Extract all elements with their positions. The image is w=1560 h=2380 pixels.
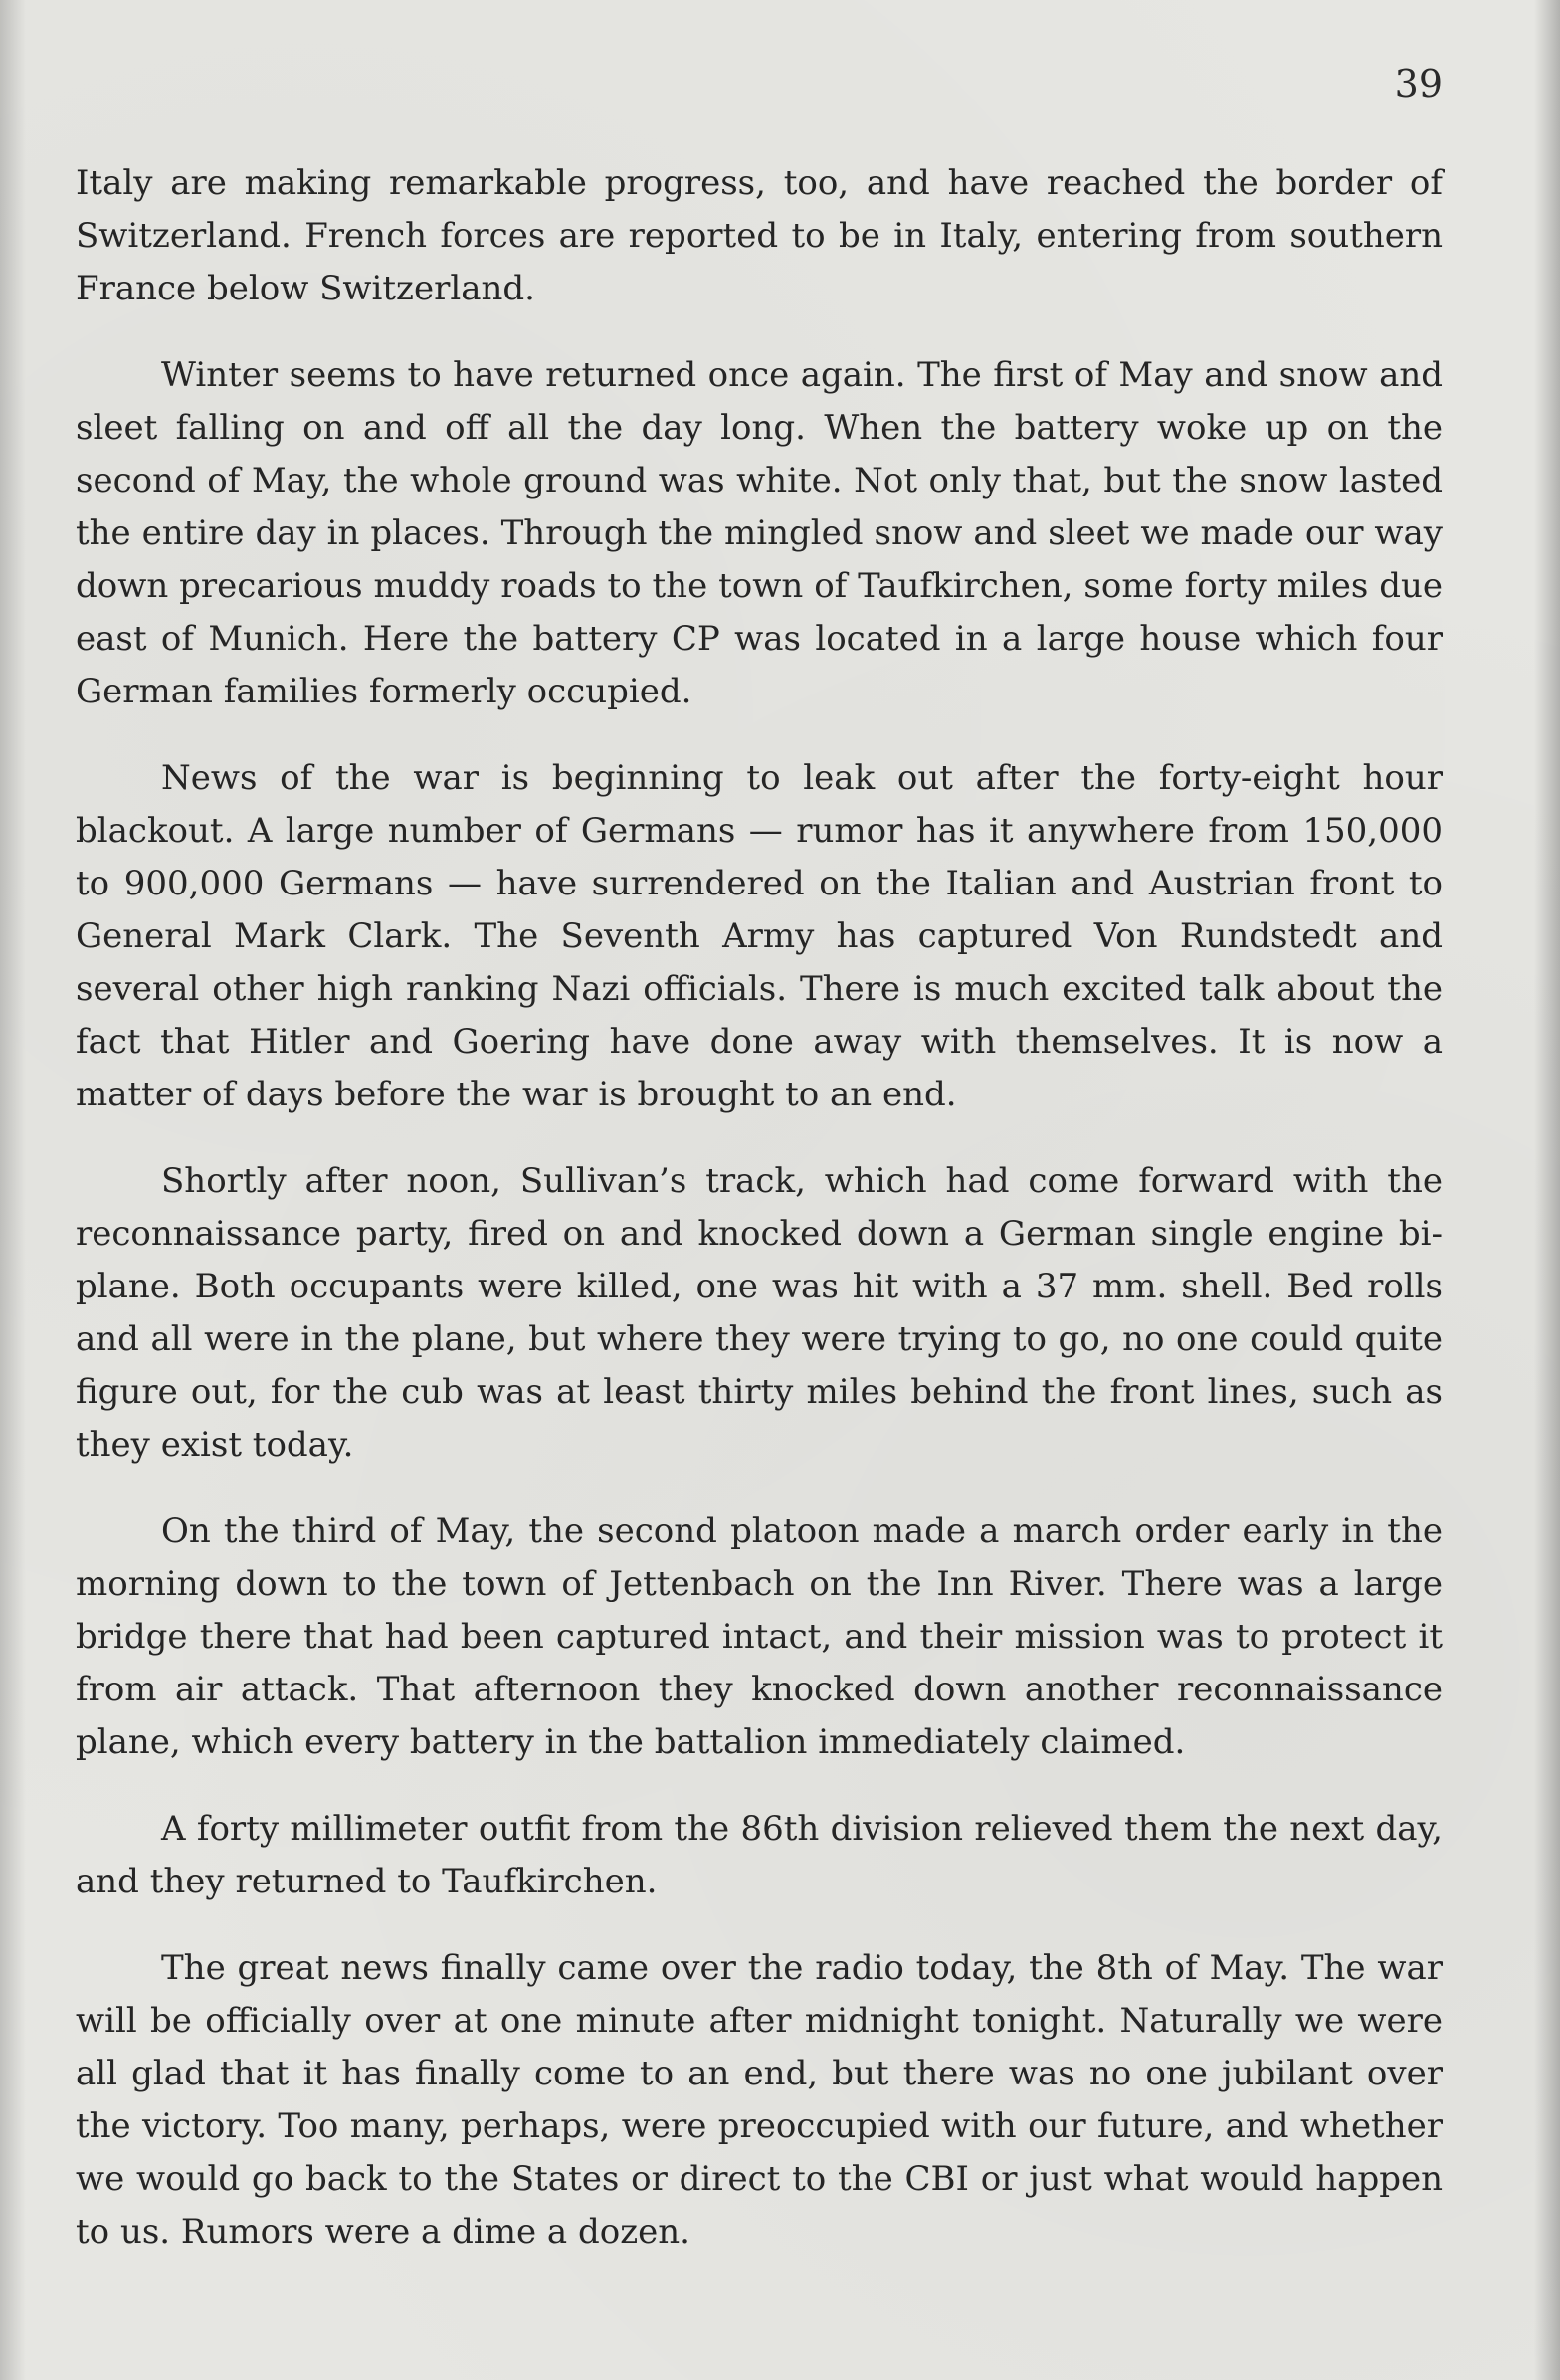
- paragraph-forty-millimeter-outfit: A forty millimeter outfit from the 86th division relieved them the next day, and they returned to Taufkirchen.: [76, 1809, 1443, 1901]
- paragraph-winter-returned: Winter seems to have returned once again. The first of May and snow and sleet falling on and off all the day long. When the battery woke up on the second of May, the whole ground was white. Not only that, but the snow lasted the entire day in places. Through the mingled snow and sleet we made our way down precarious muddy roads to the town of Taufkirchen, some forty miles due east of Munich. Here the battery CP was located in a large house which four German families formerly occupied.: [76, 355, 1443, 711]
- paragraph-war-over-news: The great news finally came over the radio today, the 8th of May. The war will be officially over at one minute after midnight tonight. Naturally we were all glad that it has finally come to an end, but there was no one jubilant over the victory. Too many, perhaps, were preoccupied with our future, and whether we would go back to the States or direct to the CBI or just what would happen to us. Rumors were a dime a dozen.: [76, 1948, 1443, 2252]
- paragraph-italy-progress: Italy are making remarkable progress, too, and have reached the border of Switzerland. French forces are reported to be in Italy, entering from southern France below Switzerland.: [76, 163, 1443, 308]
- paragraph-biplane-shot-down: Shortly after noon, Sullivan’s track, which had come forward with the reconnaissance party, fired on and knocked down a German single engine bi-plane. Both occupants were killed, one was hit with a 37 mm. shell. Bed rolls and all were in the plane, but where they were trying to go, no one could quite figure out, for the cub was at least thirty miles behind the front lines, such as they exist today.: [76, 1161, 1443, 1465]
- paragraph-third-of-may: On the third of May, the second platoon made a march order early in the morning down to the town of Jettenbach on the Inn River. There was a large bridge there that had been captured intact, and their mission was to protect it from air attack. That afternoon they knocked down another reconnaissance plane, which every battery in the battalion immediately claimed.: [76, 1511, 1443, 1762]
- page-right-edge-shadow: [1534, 0, 1560, 2380]
- body-text: [76, 157, 1443, 2259]
- page-number: 39: [1394, 62, 1443, 105]
- paragraph-war-news: News of the war is beginning to leak out after the forty-eight hour blackout. A large number of Germans — rumor has it anywhere from 150,000 to 900,000 Germans — have surrendered on the Italian and Austrian front to General Mark Clark. The Seventh Army has captured Von Rundstedt and several other high ranking Nazi officials. There is much excited talk about the fact that Hitler and Goering have done away with themselves. It is now a matter of days before the war is brought to an end.: [76, 758, 1443, 1114]
- page-left-edge-shadow: [0, 0, 26, 2380]
